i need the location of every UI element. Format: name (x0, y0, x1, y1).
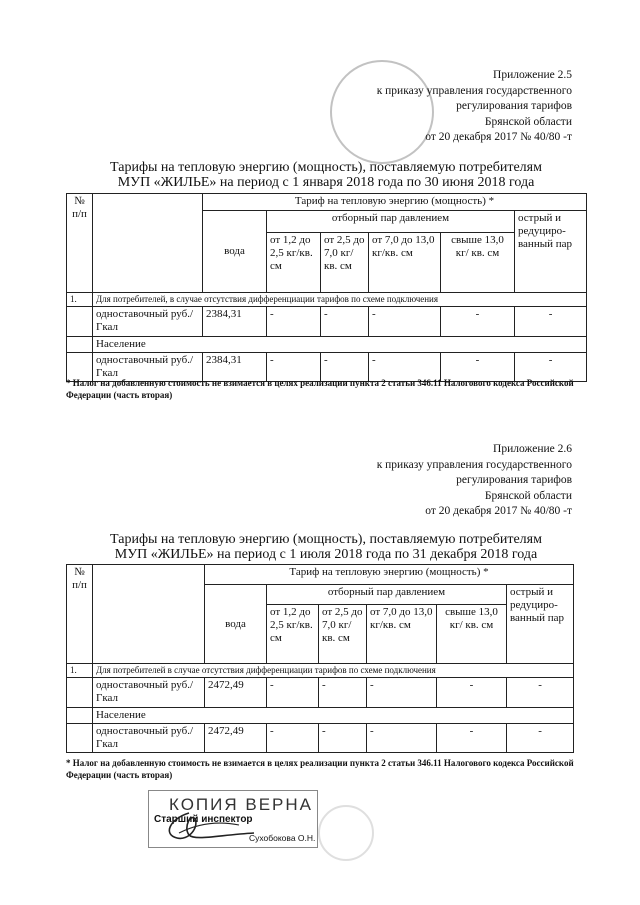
footnote-2: * Налог на добавленную стоимость не взимается в целях реализации пункта 2 статьи 346.11 Налогового кодекса Российской Федерации (часть вторая) (66, 758, 574, 780)
header-sharp-steam: острый и редуциро-ванный пар (507, 585, 574, 664)
dash-cell: - (321, 307, 369, 337)
header-pressure-2: от 2,5 до 7,0 кг/кв. см (321, 233, 369, 293)
dash-cell: - (507, 678, 574, 708)
dash-cell: - (319, 724, 367, 753)
empty-cell (67, 337, 93, 353)
dash-cell: - (437, 724, 507, 753)
header-num: № п/п (67, 565, 93, 664)
header-pressure-3: от 7,0 до 13,0 кг/кв. см (369, 233, 441, 293)
dash-cell: - (267, 307, 321, 337)
dash-cell: - (267, 724, 319, 753)
title-line: Тарифы на тепловую энергию (мощность), поставляемую потребителям (110, 160, 542, 175)
rate-label: одноставочный руб./Гкал (93, 353, 203, 382)
empty-cell (67, 708, 93, 724)
population-label: Население (93, 337, 587, 353)
dash-cell: - (507, 724, 574, 753)
header-tariff: Тариф на тепловую энергию (мощность) * (203, 194, 587, 211)
dash-cell: - (319, 678, 367, 708)
dash-cell: - (437, 678, 507, 708)
rate-label: одноставочный руб./Гкал (93, 307, 203, 337)
tariff-title-2 (66, 532, 586, 562)
title-line: МУП «ЖИЛЬЕ» на период с 1 июля 2018 года по 31 декабря 2018 года (114, 547, 538, 562)
faint-seal-stamp (318, 805, 374, 861)
appendix-line: Брянской области (484, 489, 572, 502)
dash-cell: - (267, 678, 319, 708)
header-pressure-4: свыше 13,0 кг/ кв. см (441, 233, 515, 293)
footnote-1: * Налог на добавленную стоимость не взимается в целях реализации пункта 2 статьи 346.11 Налогового кодекса Российской Федерации (часть вторая) (66, 378, 574, 400)
rate-label: одноставочный руб./Гкал (93, 724, 205, 753)
row-number: 1. (67, 664, 93, 678)
group-label: Для потребителей, в случае отсутствия дифференциации тарифов по схеме подключения (93, 293, 587, 307)
tariff-title-1 (66, 160, 586, 190)
dash-cell: - (367, 724, 437, 753)
header-steam: отборный пар давлением (267, 585, 507, 605)
empty-cell (67, 724, 93, 753)
appendix-line: к приказу управления государственного (376, 458, 572, 471)
rate-value: 2384,31 (203, 307, 267, 337)
header-pressure-3: от 7,0 до 13,0 кг/кв. см (367, 605, 437, 664)
rate-value: 2472,49 (205, 678, 267, 708)
header-water: вода (205, 585, 267, 664)
appendix-line: от 20 декабря 2017 № 40/80 -т (425, 505, 572, 517)
rate-label: одноставочный руб./Гкал (93, 678, 205, 708)
row-number: 1. (67, 293, 93, 307)
inspector-title: Старший инспектор (154, 814, 253, 825)
tariff-table-2 (66, 564, 574, 753)
population-label: Население (93, 708, 574, 724)
title-line: МУП «ЖИЛЬЕ» на период с 1 января 2018 года по 30 июня 2018 года (117, 175, 535, 190)
appendix-line: к приказу управления государственного (376, 84, 572, 97)
appendix-line: Приложение 2.6 (493, 443, 572, 455)
empty-cell (67, 678, 93, 708)
rate-value: 2472,49 (205, 724, 267, 753)
header-pressure-1: от 1,2 до 2,5 кг/кв. см (267, 233, 321, 293)
dash-cell: - (367, 678, 437, 708)
header-sharp-steam: острый и редуциро-ванный пар (515, 211, 587, 293)
copy-verified-stamp (148, 790, 318, 848)
signature-icon (159, 805, 269, 845)
dash-cell: - (441, 307, 515, 337)
dash-cell: - (515, 307, 587, 337)
appendix-line: от 20 декабря 2017 № 40/80 -т (425, 131, 572, 143)
appendix-line: Приложение 2.5 (493, 69, 572, 81)
dash-cell: - (321, 353, 369, 382)
header-num: № п/п (67, 194, 93, 293)
header-pressure-4: свыше 13,0 кг/ кв. см (437, 605, 507, 664)
dash-cell: - (267, 353, 321, 382)
header-pressure-2: от 2,5 до 7,0 кг/кв. см (319, 605, 367, 664)
copy-stamp-title: КОПИЯ ВЕРНА (169, 795, 314, 814)
dash-cell: - (369, 307, 441, 337)
dash-cell: - (515, 353, 587, 382)
header-empty (93, 194, 203, 293)
header-tariff: Тариф на тепловую энергию (мощность) * (205, 565, 574, 585)
appendix-line: Брянской области (484, 115, 572, 128)
tariff-table-1 (66, 193, 587, 382)
header-steam: отборный пар давлением (267, 211, 515, 233)
rate-value: 2384,31 (203, 353, 267, 382)
inspector-name: Сухобокова О.Н. (249, 833, 316, 843)
header-water: вода (203, 211, 267, 293)
empty-cell (67, 307, 93, 337)
group-label: Для потребителей в случае отсутствия дифференциации тарифов по схеме подключения (93, 664, 574, 678)
appendix-line: регулирования тарифов (456, 474, 572, 486)
appendix-header-1 (377, 68, 572, 146)
title-line: Тарифы на тепловую энергию (мощность), поставляемую потребителям (110, 532, 542, 547)
dash-cell: - (441, 353, 515, 382)
header-pressure-1: от 1,2 до 2,5 кг/кв. см (267, 605, 319, 664)
appendix-header-2 (377, 442, 572, 520)
dash-cell: - (369, 353, 441, 382)
appendix-line: регулирования тарифов (456, 100, 572, 112)
header-empty (93, 565, 205, 664)
